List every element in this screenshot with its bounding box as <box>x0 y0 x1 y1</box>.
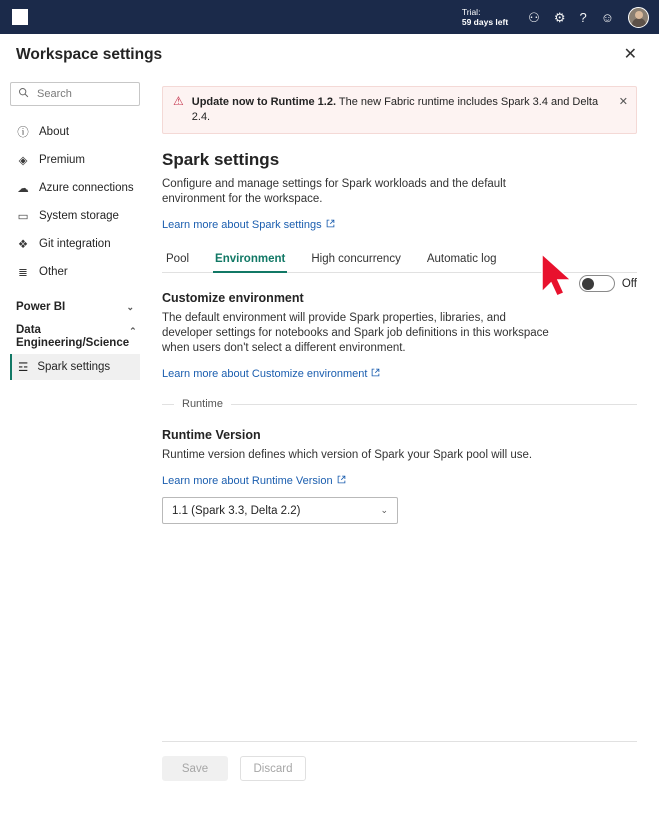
top-app-bar <box>0 0 659 34</box>
search-box[interactable] <box>10 82 140 106</box>
customize-environment-description: The default environment will provide Spark properties, libraries, and developer settings for notebooks and Spark job definitions in this workspace when users don't select a different environment. <box>162 312 549 354</box>
runtime-version-select[interactable] <box>162 497 398 524</box>
page-title: Workspace settings <box>16 45 163 63</box>
learn-more-customize-environment-link[interactable] <box>162 368 380 380</box>
chevron-down-icon: ⌄ <box>126 301 134 312</box>
customize-environment-toggle[interactable] <box>579 275 615 292</box>
dialog-footer <box>162 741 637 781</box>
settings-gear-icon[interactable]: ⚙ <box>553 9 566 25</box>
list-icon: ≣ <box>18 267 28 279</box>
trial-status <box>462 7 508 27</box>
link-text: Learn more about Customize environment <box>162 368 368 380</box>
tab-high-concurrency[interactable]: High concurrency <box>311 253 401 265</box>
search-icon <box>18 87 29 101</box>
sidebar-item-spark-settings[interactable] <box>10 354 140 380</box>
save-button[interactable]: Save <box>162 756 228 781</box>
sidebar-item-label: Other <box>39 266 68 278</box>
dialog-body <box>0 76 659 815</box>
settings-sidebar <box>0 76 150 815</box>
sidebar-item-label: Azure connections <box>39 182 134 194</box>
customize-environment-title: Customize environment <box>162 291 304 305</box>
trial-days-left: 59 days left <box>461 17 509 27</box>
toggle-state-label: Off <box>621 277 637 290</box>
external-link-icon <box>337 475 346 487</box>
trial-label: Trial: <box>461 7 481 17</box>
customize-environment-section <box>162 273 637 380</box>
cloud-icon: ☁ <box>17 183 29 195</box>
customize-environment-toggle-group <box>579 273 637 292</box>
chevron-down-icon: ⌄ <box>380 505 388 515</box>
tab-automatic-log[interactable]: Automatic log <box>426 253 497 265</box>
sidebar-item-azure-connections[interactable] <box>10 174 140 202</box>
sidebar-item-label: Git integration <box>39 238 111 250</box>
runtime-version-description: Runtime version defines which version of Spark your Spark pool will use. <box>162 449 533 461</box>
banner-rest-text: The new Fabric runtime includes Spark 3.4 and Delta 2.4. <box>191 96 599 123</box>
git-icon: ❖ <box>17 239 29 251</box>
diamond-icon: ◈ <box>18 155 28 167</box>
sidebar-item-label: Spark settings <box>37 361 111 373</box>
sidebar-item-premium[interactable] <box>10 146 140 174</box>
runtime-divider-label: Runtime <box>182 398 223 410</box>
sidebar-item-label: Premium <box>39 154 86 166</box>
sidebar-group-label: Power BI <box>16 301 66 313</box>
sidebar-item-label: About <box>39 126 70 138</box>
learn-more-runtime-version-link[interactable] <box>162 475 346 487</box>
toggle-knob <box>582 278 594 290</box>
info-icon: ⓘ <box>17 127 29 139</box>
sidebar-item-about[interactable] <box>10 118 140 146</box>
banner-bold-text: Update now to Runtime 1.2. <box>191 96 336 108</box>
notifications-icon[interactable]: ⚇ <box>528 9 540 25</box>
sidebar-item-system-storage[interactable] <box>10 202 140 230</box>
feedback-icon[interactable]: ☺ <box>600 9 614 25</box>
warning-icon: ⚠ <box>173 94 184 108</box>
sidebar-item-git-integration[interactable] <box>10 230 140 258</box>
sidebar-group-power-bi[interactable] <box>10 292 140 322</box>
search-input[interactable] <box>35 87 132 101</box>
discard-button[interactable]: Discard <box>240 756 306 781</box>
close-icon[interactable]: ✕ <box>623 45 637 63</box>
sidebar-group-label: Data Engineering/Science <box>16 324 130 349</box>
top-bar-right-group <box>462 7 649 28</box>
tab-environment[interactable]: Environment <box>213 247 287 272</box>
avatar[interactable] <box>628 7 649 28</box>
spark-settings-icon: ☲ <box>18 362 29 374</box>
link-text: Learn more about Spark settings <box>162 219 322 231</box>
settings-tabs <box>162 247 637 273</box>
runtime-version-title: Runtime Version <box>162 428 261 442</box>
sidebar-item-label: System storage <box>39 210 119 222</box>
sidebar-item-other[interactable] <box>10 258 140 286</box>
tab-pool[interactable]: Pool <box>166 253 190 265</box>
banner-close-icon[interactable]: ✕ <box>618 96 628 108</box>
app-logo[interactable] <box>12 9 28 25</box>
learn-more-spark-settings-link[interactable] <box>162 219 335 231</box>
dialog-header <box>0 34 659 76</box>
storage-icon: ▭ <box>17 211 29 223</box>
chevron-up-icon: ⌃ <box>129 326 137 336</box>
spark-settings-description: Configure and manage settings for Spark workloads and the default environment for the workspace. <box>162 178 506 205</box>
runtime-version-selected-value: 1.1 (Spark 3.3, Delta 2.2) <box>172 504 301 517</box>
sidebar-group-data-engineering-science[interactable] <box>10 322 140 350</box>
external-link-icon <box>371 368 380 380</box>
external-link-icon <box>326 219 335 231</box>
runtime-update-banner <box>162 86 637 134</box>
help-icon[interactable]: ? <box>579 9 587 25</box>
spark-settings-title: Spark settings <box>162 150 280 169</box>
banner-text <box>192 95 605 125</box>
runtime-section-divider <box>162 398 637 410</box>
link-text: Learn more about Runtime Version <box>162 475 333 487</box>
settings-main-panel <box>150 76 659 815</box>
